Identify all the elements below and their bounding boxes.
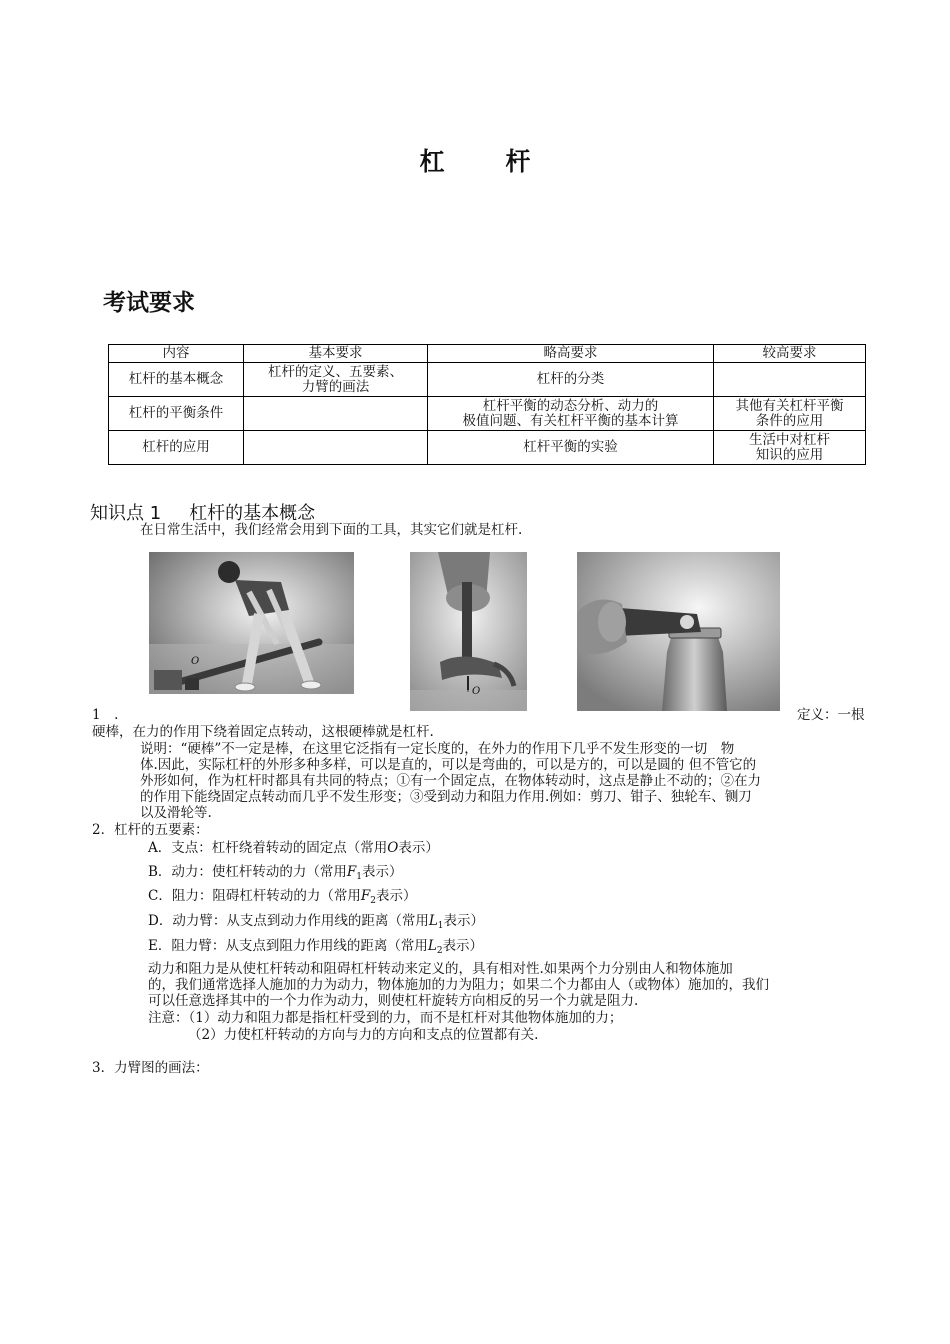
cell-content: 杠杆的平衡条件 [109,397,244,431]
notice-line-2: （2）力使杠杆转动的方向与力的方向和支点的位置都有关. [188,1027,539,1043]
item3-title: 3．力臂图的画法： [92,1060,209,1076]
cell-line: 条件的应用 [755,412,824,429]
cell-basic [244,397,428,431]
cell-highest [714,363,866,397]
force-line: 动力和阻力是从使杠杆转动和阻碍杠杆转动来定义的，具有相对性.如果两个力分别由人和物体施加 [148,961,733,977]
cell-higher: 杠杆的分类 [428,363,714,397]
header-higher: 略高要求 [428,345,714,363]
element-resistance-arm: E．阻力臂：从支点到阻力作用线的距离（常用$L_2$表示） [148,938,484,956]
cell-line: 极值问题、有关杠杆平衡的基本计算 [462,412,679,429]
table-row [109,431,866,465]
element-fulcrum: A．支点：杠杆绕着转动的固定点（常用O表示） [148,840,439,856]
cell-higher [428,397,714,431]
item1-definition-head: 定义：一根 [797,707,865,723]
item1-definition-tail: 硬棒，在力的作用下绕着固定点转动，这根硬棒就是杠杆. [92,724,434,740]
element-effort-arm: D．动力臂：从支点到动力作用线的距离（常用$L_1$表示） [148,913,485,931]
item1-number: 1 . [92,707,119,723]
table-row [109,363,866,397]
table-header-row [109,345,866,363]
note-line: 体.因此，实际杠杆的外形多种多样，可以是直的，可以是弯曲的，可以是方的，可以是圆的 但不管它的 [140,757,757,773]
requirements-table [108,344,866,465]
cell-highest [714,431,866,465]
fulcrum-label-o-hammer: O [472,686,481,697]
force-line: 的，我们通常选择人施加的力为动力，物体施加的力为阻力；如果二个力都由人（或物体）施加的，我们 [148,977,769,993]
intro-text: 在日常生活中，我们经常会用到下面的工具，其实它们就是杠杆. [140,522,523,538]
cell-basic [244,363,428,397]
force-line: 可以任意选择其中的一个力作为动力，则使杠杆旋转方向相反的另一个力就是阻力. [148,993,639,1009]
bottle-opener-photo [577,552,780,711]
item2-title: 2．杠杆的五要素： [92,822,209,838]
section-heading-exam-requirements: 考试要求 [103,290,195,316]
header-content: 内容 [109,345,244,363]
element-resistance-force: C．阻力：阻碍杠杆转动的力（常用$F_2$表示） [148,888,417,906]
note-line: 以及滑轮等. [140,805,212,821]
cell-highest [714,397,866,431]
cell-content: 杠杆的基本概念 [109,363,244,397]
cell-content: 杠杆的应用 [109,431,244,465]
cell-line: 力臂的画法 [301,378,370,395]
note-line: 说明：“硬棒”不一定是棒，在这里它泛指有一定长度的，在外力的作用下几乎不发生形变的一切 物 [140,741,735,757]
note-line: 的作用下能绕固定点转动而几乎不发生形变；③受到动力和阻力作用.例如：剪刀、钳子、独轮车、铡刀 [140,789,752,805]
knowledge-point-title: 杠杆的基本概念 [189,503,316,524]
notice-line-1: 注意：（1）动力和阻力都是指杠杆受到的力，而不是杠杆对其他物体施加的力； [148,1010,623,1026]
knowledge-point-label: 知识点 1 [90,503,162,524]
cell-line: 其他有关杠杆平衡 [735,397,844,414]
cell-higher: 杠杆平衡的实验 [428,431,714,465]
cell-line: 知识的应用 [755,446,824,463]
header-highest: 较高要求 [714,345,866,363]
cell-line: 杠杆的定义、五要素、 [268,363,403,380]
cell-line: 杠杆平衡的动态分析、动力的 [482,397,659,414]
fulcrum-label-o: O [191,656,200,667]
cell-line: 生活中对杠杆 [749,431,830,448]
element-effort-force: B．动力：使杠杆转动的力（常用$F_1$表示） [148,864,403,882]
note-line: 外形如何，作为杠杆时都具有共同的特点；①有一个固定点，在物体转动时，这点是静止不动的；②在力 [140,773,761,789]
crowbar-photo [149,552,354,694]
page-title: 杠 杆 [419,147,557,176]
hammer-photo [410,552,527,711]
header-basic: 基本要求 [244,345,428,363]
table-row [109,397,866,431]
cell-basic [244,431,428,465]
